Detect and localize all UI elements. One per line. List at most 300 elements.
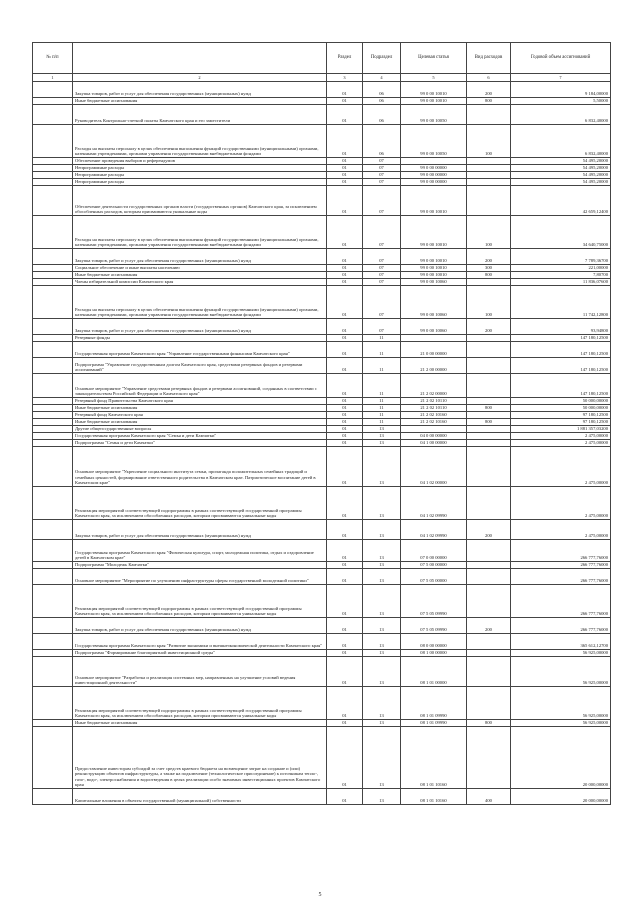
row-podrazdel-cell: 06: [363, 82, 401, 98]
row-podrazdel-cell: 07: [363, 186, 401, 216]
row-sum-cell: 97 180,12500: [511, 419, 611, 426]
row-name-cell: Руководитель Контрольно-счетной палаты Камчатского края и его заместители: [73, 105, 327, 125]
row-csr-cell: 99 0 00 10010: [401, 186, 467, 216]
row-vr-cell: [467, 569, 511, 585]
table-row: [33, 335, 611, 342]
table-row: [33, 158, 611, 165]
row-sum-cell: 50 000,00000: [511, 405, 611, 412]
row-podrazdel-cell: 13: [363, 520, 401, 540]
row-vr-cell: 300: [467, 265, 511, 272]
row-podrazdel-cell: 06: [363, 105, 401, 125]
row-num-cell: [33, 405, 73, 412]
row-sum-cell: 56 925,00000: [511, 720, 611, 727]
row-podrazdel-cell: 07: [363, 158, 401, 165]
row-name-cell: Капитальные вложения в объекты государственной (муниципальной) собственности: [73, 789, 327, 805]
row-podrazdel-cell: 13: [363, 650, 401, 657]
table-row: [33, 487, 611, 520]
row-podrazdel-cell: 11: [363, 405, 401, 412]
row-csr-cell: 21 2 02 00000: [401, 374, 467, 398]
row-num-cell: [33, 562, 73, 569]
row-num-cell: [33, 265, 73, 272]
row-razdel-cell: 01: [327, 342, 363, 358]
row-num-cell: [33, 720, 73, 727]
row-csr-cell: 08 1 01 10160: [401, 789, 467, 805]
row-vr-cell: [467, 585, 511, 618]
row-vr-cell: [467, 634, 511, 650]
table-row: [33, 618, 611, 634]
row-name-cell: Иные бюджетные ассигнования: [73, 720, 327, 727]
row-name-cell: Государственная программа Камчатского края "Физическая культура, спорт, молодежная политика, отдых и оздоровление детей в Камчатском крае": [73, 540, 327, 562]
row-razdel-cell: 01: [327, 335, 363, 342]
row-razdel-cell: 01: [327, 569, 363, 585]
row-csr-cell: 04 1 02 09990: [401, 520, 467, 540]
row-razdel-cell: 01: [327, 398, 363, 405]
header-index: 2: [73, 74, 327, 82]
row-num-cell: [33, 286, 73, 319]
row-sum-cell: 1 881 357,03200: [511, 426, 611, 433]
row-csr-cell: [401, 426, 467, 433]
row-sum-cell: 147 180,12500: [511, 358, 611, 374]
row-vr-cell: 200: [467, 249, 511, 265]
row-podrazdel-cell: 07: [363, 165, 401, 172]
row-name-cell: Подпрограмма "Управление государственным долгом Камчатского края, средствами резервных фондов и резервами ассигнований": [73, 358, 327, 374]
table-row: [33, 186, 611, 216]
row-podrazdel-cell: 11: [363, 374, 401, 398]
row-csr-cell: 04 0 00 00000: [401, 433, 467, 440]
table-row: [33, 374, 611, 398]
header-index: 3: [327, 74, 363, 82]
row-num-cell: [33, 82, 73, 98]
table-row: [33, 216, 611, 249]
row-razdel-cell: 01: [327, 319, 363, 335]
row-vr-cell: [467, 562, 511, 569]
row-podrazdel-cell: 13: [363, 634, 401, 650]
row-name-cell: Реализация мероприятий соответствующей подпрограммы в рамках соответствующей государственной программы Камчатского края, за исключением обособленных расходов, которым присваиваются уникальные коды: [73, 687, 327, 720]
row-razdel-cell: 01: [327, 265, 363, 272]
row-vr-cell: [467, 398, 511, 405]
row-razdel-cell: 01: [327, 105, 363, 125]
row-razdel-cell: 01: [327, 562, 363, 569]
row-csr-cell: 08 1 00 00000: [401, 650, 467, 657]
row-num-cell: [33, 398, 73, 405]
table-row: [33, 789, 611, 805]
row-num-cell: [33, 520, 73, 540]
row-csr-cell: 99 0 00 10060: [401, 319, 467, 335]
row-name-cell: Государственная программа Камчатского края "Развитие экономики и внешнеэкономической деятельности Камчатского края": [73, 634, 327, 650]
row-name-cell: Закупка товаров, работ и услуг для обеспечения государственных (муниципальных) нужд: [73, 249, 327, 265]
table-row: [33, 447, 611, 487]
row-vr-cell: 800: [467, 272, 511, 279]
table-row: [33, 687, 611, 720]
row-sum-cell: 266 777,76000: [511, 562, 611, 569]
row-sum-cell: 2 475,00000: [511, 440, 611, 447]
row-sum-cell: 365 612,12700: [511, 634, 611, 650]
row-name-cell: Расходы на выплаты персоналу в целях обеспечения выполнения функций государственными (муниципальными) органами, казенными учреждениями, органами управления государственными внебюджетными фондами: [73, 286, 327, 319]
row-csr-cell: 07 5 05 09990: [401, 585, 467, 618]
row-num-cell: [33, 789, 73, 805]
row-num-cell: [33, 125, 73, 158]
row-podrazdel-cell: 13: [363, 433, 401, 440]
row-vr-cell: [467, 186, 511, 216]
header-csr: Целевая статья: [401, 43, 467, 74]
row-csr-cell: 07 5 05 00000: [401, 569, 467, 585]
row-num-cell: [33, 105, 73, 125]
row-podrazdel-cell: 07: [363, 279, 401, 286]
row-razdel-cell: 01: [327, 98, 363, 105]
budget-table-sheet: [32, 42, 610, 805]
row-csr-cell: 07 0 00 00000: [401, 540, 467, 562]
row-razdel-cell: 01: [327, 440, 363, 447]
row-name-cell: Закупка товаров, работ и услуг для обеспечения государственных (муниципальных) нужд: [73, 82, 327, 98]
row-name-cell: Другие общегосударственные вопросы: [73, 426, 327, 433]
table-row: [33, 82, 611, 98]
header-index: 4: [363, 74, 401, 82]
row-name-cell: Подпрограмма "Формирование благоприятной инвестиционной среды": [73, 650, 327, 657]
table-row: [33, 720, 611, 727]
row-num-cell: [33, 358, 73, 374]
row-razdel-cell: 01: [327, 179, 363, 186]
row-name-cell: Обеспечение деятельности государственных органов власти (государственных органов) Камчатского края, за исключением обособленных расходов, которым присваиваются уникальные коды: [73, 186, 327, 216]
row-vr-cell: [467, 657, 511, 687]
row-razdel-cell: 01: [327, 618, 363, 634]
row-num-cell: [33, 335, 73, 342]
table-row: [33, 540, 611, 562]
row-num-cell: [33, 426, 73, 433]
header-num: № п/п: [33, 43, 73, 74]
row-vr-cell: [467, 412, 511, 419]
table-row: [33, 727, 611, 789]
row-name-cell: Основное мероприятие "Разработка и реализация системных мер, направленных на улучшение условий ведения инвестиционной деятельности": [73, 657, 327, 687]
row-vr-cell: 100: [467, 286, 511, 319]
row-podrazdel-cell: 11: [363, 342, 401, 358]
header-index: 6: [467, 74, 511, 82]
row-podrazdel-cell: 07: [363, 272, 401, 279]
row-num-cell: [33, 618, 73, 634]
row-vr-cell: 200: [467, 520, 511, 540]
row-podrazdel-cell: 11: [363, 335, 401, 342]
row-podrazdel-cell: 07: [363, 216, 401, 249]
row-name-cell: Предоставление инвесторам субсидий за счет средств краевого бюджета на возмещение затрат на создание и (или) реконструкцию объектов инфраструктуры, а также на подключение (технологическое присоединение) к источникам тепло-, газо-, водо-, электроснабжения и водоотведения в целях реализации особо значимых инвестиционных проектов Камчатского края: [73, 727, 327, 789]
table-row: [33, 405, 611, 412]
table-row: [33, 440, 611, 447]
table-row: [33, 650, 611, 657]
row-podrazdel-cell: 11: [363, 412, 401, 419]
row-name-cell: Подпрограмма "Молодежь Камчатки": [73, 562, 327, 569]
row-name-cell: Резервный фонд Правительства Камчатского края: [73, 398, 327, 405]
row-vr-cell: 400: [467, 789, 511, 805]
row-vr-cell: 800: [467, 720, 511, 727]
row-vr-cell: 200: [467, 82, 511, 98]
row-num-cell: [33, 447, 73, 487]
row-csr-cell: 04 1 02 00000: [401, 447, 467, 487]
row-name-cell: Подпрограмма "Семья и дети Камчатки": [73, 440, 327, 447]
row-razdel-cell: 01: [327, 272, 363, 279]
row-csr-cell: 21 2 02 10160: [401, 412, 467, 419]
row-razdel-cell: 01: [327, 634, 363, 650]
row-podrazdel-cell: 13: [363, 720, 401, 727]
row-sum-cell: 93,94800: [511, 319, 611, 335]
row-num-cell: [33, 179, 73, 186]
row-vr-cell: [467, 279, 511, 286]
row-sum-cell: 266 777,76000: [511, 585, 611, 618]
table-row: [33, 272, 611, 279]
row-razdel-cell: 01: [327, 216, 363, 249]
row-num-cell: [33, 585, 73, 618]
row-sum-cell: 2 475,00000: [511, 447, 611, 487]
row-razdel-cell: 01: [327, 789, 363, 805]
row-name-cell: Иные бюджетные ассигнования: [73, 272, 327, 279]
row-sum-cell: 266 777,76000: [511, 569, 611, 585]
row-csr-cell: 21 2 02 10160: [401, 419, 467, 426]
row-csr-cell: 07 5 00 00000: [401, 562, 467, 569]
row-csr-cell: 99 0 00 10010: [401, 216, 467, 249]
row-sum-cell: 34 640,75000: [511, 216, 611, 249]
page-number: 5: [318, 892, 322, 898]
row-name-cell: Непрограммные расходы: [73, 172, 327, 179]
row-csr-cell: 99 0 00 10010: [401, 272, 467, 279]
table-row: [33, 433, 611, 440]
row-name-cell: Члены избирательной комиссии Камчатского края: [73, 279, 327, 286]
row-name-cell: Резервный фонд Камчатского края: [73, 412, 327, 419]
row-podrazdel-cell: 13: [363, 657, 401, 687]
table-row: [33, 520, 611, 540]
row-vr-cell: 100: [467, 125, 511, 158]
row-razdel-cell: 01: [327, 249, 363, 265]
row-num-cell: [33, 650, 73, 657]
header-razdel: Раздел: [327, 43, 363, 74]
header-index: 5: [401, 74, 467, 82]
row-csr-cell: 99 0 00 10010: [401, 265, 467, 272]
row-podrazdel-cell: 13: [363, 727, 401, 789]
row-num-cell: [33, 440, 73, 447]
row-podrazdel-cell: 13: [363, 562, 401, 569]
row-razdel-cell: 01: [327, 540, 363, 562]
row-podrazdel-cell: 11: [363, 358, 401, 374]
table-row: [33, 279, 611, 286]
row-podrazdel-cell: 13: [363, 687, 401, 720]
header-index: 1: [33, 74, 73, 82]
row-razdel-cell: 01: [327, 374, 363, 398]
row-podrazdel-cell: 06: [363, 125, 401, 158]
row-csr-cell: 21 2 00 00000: [401, 358, 467, 374]
row-csr-cell: [401, 158, 467, 165]
row-num-cell: [33, 216, 73, 249]
row-vr-cell: 200: [467, 618, 511, 634]
header-vr: Вид расходов: [467, 43, 511, 74]
row-num-cell: [33, 419, 73, 426]
row-csr-cell: 99 0 00 10060: [401, 286, 467, 319]
row-razdel-cell: 01: [327, 520, 363, 540]
row-num-cell: [33, 374, 73, 398]
row-name-cell: Государственная программа Камчатского края "Управление государственными финансами Камчатского края": [73, 342, 327, 358]
row-vr-cell: 100: [467, 216, 511, 249]
row-razdel-cell: 01: [327, 727, 363, 789]
row-podrazdel-cell: 13: [363, 618, 401, 634]
row-csr-cell: 08 1 01 09990: [401, 687, 467, 720]
row-sum-cell: 56 925,00000: [511, 687, 611, 720]
row-vr-cell: [467, 687, 511, 720]
row-vr-cell: [467, 374, 511, 398]
row-vr-cell: [467, 342, 511, 358]
row-num-cell: [33, 249, 73, 265]
row-csr-cell: 08 1 01 00000: [401, 657, 467, 687]
row-sum-cell: 20 000,00000: [511, 727, 611, 789]
row-sum-cell: 7,80700: [511, 272, 611, 279]
table-row: [33, 319, 611, 335]
header-index: 7: [511, 74, 611, 82]
row-num-cell: [33, 172, 73, 179]
row-sum-cell: 2 475,00000: [511, 433, 611, 440]
row-name-cell: Государственная программа Камчатского края "Семья и дети Камчатки": [73, 433, 327, 440]
row-sum-cell: 42 659,12400: [511, 186, 611, 216]
row-vr-cell: [467, 540, 511, 562]
row-sum-cell: 5,50000: [511, 98, 611, 105]
row-num-cell: [33, 279, 73, 286]
row-csr-cell: 04 1 02 09990: [401, 487, 467, 520]
row-name-cell: Закупка товаров, работ и услуг для обеспечения государственных (муниципальных) нужд: [73, 520, 327, 540]
row-name-cell: Закупка товаров, работ и услуг для обеспечения государственных (муниципальных) нужд: [73, 319, 327, 335]
row-name-cell: Иные бюджетные ассигнования: [73, 98, 327, 105]
row-razdel-cell: 01: [327, 125, 363, 158]
table-row: [33, 426, 611, 433]
row-csr-cell: 21 0 00 00000: [401, 342, 467, 358]
row-name-cell: Иные бюджетные ассигнования: [73, 419, 327, 426]
row-podrazdel-cell: 07: [363, 249, 401, 265]
row-name-cell: Основное мероприятие "Управление средствами резервных фондов и резервами ассигнований, созданных в соответствии с законодательством Российской Федерации и Камчатского края": [73, 374, 327, 398]
row-sum-cell: 266 777,76000: [511, 540, 611, 562]
table-row: [33, 165, 611, 172]
row-sum-cell: 6 832,40000: [511, 125, 611, 158]
row-vr-cell: 800: [467, 419, 511, 426]
row-sum-cell: 97 180,12500: [511, 412, 611, 419]
row-csr-cell: 99 0 00 10010: [401, 98, 467, 105]
header-sum: Годовой объем ассигнований: [511, 43, 611, 74]
row-csr-cell: 04 1 00 00000: [401, 440, 467, 447]
row-razdel-cell: 01: [327, 165, 363, 172]
table-row: [33, 585, 611, 618]
row-razdel-cell: 01: [327, 433, 363, 440]
row-csr-cell: 99 0 00 00000: [401, 179, 467, 186]
row-podrazdel-cell: 07: [363, 172, 401, 179]
table-row: [33, 657, 611, 687]
row-name-cell: Непрограммные расходы: [73, 179, 327, 186]
row-sum-cell: 2 475,00000: [511, 520, 611, 540]
row-num-cell: [33, 657, 73, 687]
row-razdel-cell: 01: [327, 650, 363, 657]
row-name-cell: Реализация мероприятий соответствующей подпрограммы в рамках соответствующей государственной программы Камчатского края, за исключением обособленных расходов, которым присваиваются уникальные коды: [73, 585, 327, 618]
row-sum-cell: 54 495,20000: [511, 172, 611, 179]
header-podrazdel: Подраздел: [363, 43, 401, 74]
row-podrazdel-cell: 13: [363, 569, 401, 585]
table-row: [33, 179, 611, 186]
table-row: [33, 419, 611, 426]
row-razdel-cell: 01: [327, 286, 363, 319]
row-razdel-cell: 01: [327, 186, 363, 216]
row-csr-cell: 99 0 00 00000: [401, 172, 467, 179]
row-sum-cell: 2 475,00000: [511, 487, 611, 520]
table-row: [33, 562, 611, 569]
row-sum-cell: 6 832,40000: [511, 105, 611, 125]
row-podrazdel-cell: 11: [363, 398, 401, 405]
row-podrazdel-cell: 13: [363, 789, 401, 805]
row-razdel-cell: 01: [327, 82, 363, 98]
row-podrazdel-cell: 06: [363, 98, 401, 105]
row-name-cell: Резервные фонды: [73, 335, 327, 342]
table-header: [33, 43, 611, 82]
row-sum-cell: 147 180,12500: [511, 335, 611, 342]
row-csr-cell: 99 0 00 10010: [401, 82, 467, 98]
row-num-cell: [33, 569, 73, 585]
row-csr-cell: 08 0 00 00000: [401, 634, 467, 650]
row-razdel-cell: 01: [327, 585, 363, 618]
row-csr-cell: 08 1 01 10160: [401, 727, 467, 789]
row-csr-cell: 99 0 00 10050: [401, 125, 467, 158]
budget-table: [32, 42, 611, 805]
row-sum-cell: 20 000,00000: [511, 789, 611, 805]
row-podrazdel-cell: 13: [363, 447, 401, 487]
row-csr-cell: 21 2 02 10110: [401, 398, 467, 405]
row-vr-cell: [467, 440, 511, 447]
row-podrazdel-cell: 07: [363, 179, 401, 186]
row-podrazdel-cell: 07: [363, 286, 401, 319]
header-name: [73, 43, 327, 74]
table-row: [33, 286, 611, 319]
row-razdel-cell: 01: [327, 487, 363, 520]
row-vr-cell: 200: [467, 319, 511, 335]
row-name-cell: Закупка товаров, работ и услуг для обеспечения государственных (муниципальных) нужд: [73, 618, 327, 634]
row-sum-cell: 11 742,12800: [511, 286, 611, 319]
row-vr-cell: [467, 358, 511, 374]
row-csr-cell: 99 0 00 10060: [401, 279, 467, 286]
row-podrazdel-cell: 13: [363, 440, 401, 447]
row-num-cell: [33, 272, 73, 279]
row-razdel-cell: 01: [327, 358, 363, 374]
row-sum-cell: 11 836,07600: [511, 279, 611, 286]
row-sum-cell: 7 789,36700: [511, 249, 611, 265]
table-row: [33, 172, 611, 179]
row-razdel-cell: 01: [327, 657, 363, 687]
row-vr-cell: [467, 727, 511, 789]
table-row: [33, 98, 611, 105]
row-num-cell: [33, 165, 73, 172]
row-vr-cell: [467, 433, 511, 440]
row-vr-cell: 800: [467, 405, 511, 412]
table-row: [33, 105, 611, 125]
row-name-cell: Непрограммные расходы: [73, 165, 327, 172]
row-podrazdel-cell: 07: [363, 265, 401, 272]
table-row: [33, 265, 611, 272]
row-podrazdel-cell: 13: [363, 487, 401, 520]
row-sum-cell: 266 777,76000: [511, 618, 611, 634]
row-vr-cell: [467, 158, 511, 165]
row-sum-cell: 50 000,00000: [511, 398, 611, 405]
table-row: [33, 412, 611, 419]
row-sum-cell: 221,00000: [511, 265, 611, 272]
row-razdel-cell: 01: [327, 720, 363, 727]
row-csr-cell: 99 0 00 10010: [401, 249, 467, 265]
row-csr-cell: [401, 335, 467, 342]
row-vr-cell: [467, 105, 511, 125]
row-sum-cell: 54 495,20000: [511, 158, 611, 165]
table-row: [33, 342, 611, 358]
row-name-cell: Социальное обеспечение и иные выплаты населению: [73, 265, 327, 272]
table-row: [33, 125, 611, 158]
row-razdel-cell: 01: [327, 158, 363, 165]
row-name-cell: Расходы на выплаты персоналу в целях обеспечения выполнения функций государственными (муниципальными) органами, казенными учреждениями, органами управления государственными внебюджетными фондами: [73, 125, 327, 158]
table-row: [33, 249, 611, 265]
row-name-cell: Иные бюджетные ассигнования: [73, 405, 327, 412]
row-vr-cell: [467, 165, 511, 172]
